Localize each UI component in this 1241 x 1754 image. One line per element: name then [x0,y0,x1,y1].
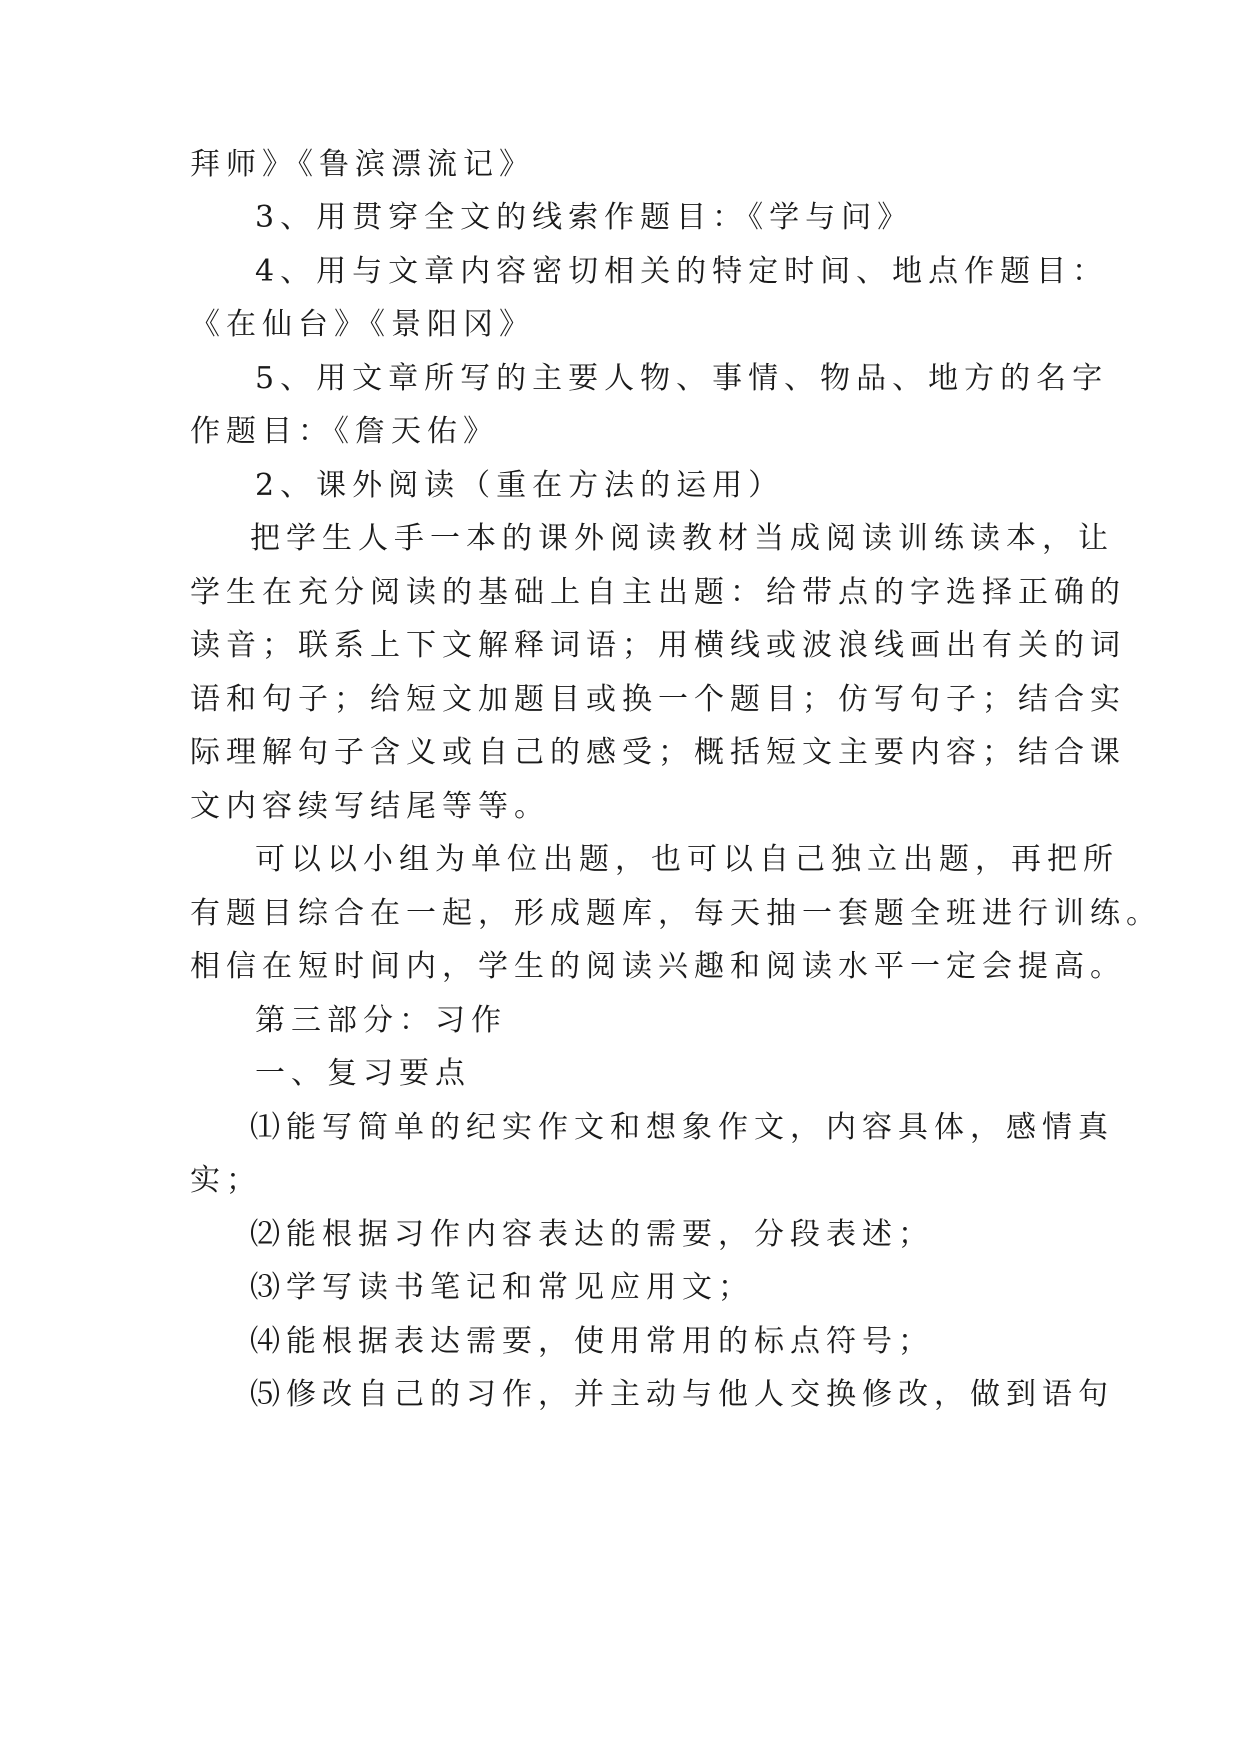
text-line: 把学生人手一本的课外阅读教材当成阅读训练读本，让 [250,521,1114,556]
text-line: ⑵能根据习作内容表达的需要，分段表述； [250,1217,934,1252]
text-line: 际理解句子含义或自己的感受；概括短文主要内容；结合课 [190,735,1126,770]
text-line: ⑸修改自己的习作，并主动与他人交换修改，做到语句 [250,1377,1114,1412]
text-line: 3、用贯穿全文的线索作题目：《学与问》 [255,200,914,235]
text-line: 可以以小组为单位出题，也可以自己独立出题，再把所 [255,842,1119,877]
text-line: 语和句子；给短文加题目或换一个题目；仿写句子；结合实 [190,682,1126,717]
text-line: 有题目综合在一起，形成题库，每天抽一套题全班进行训练。 [190,896,1162,931]
text-line: ⑶学写读书笔记和常见应用文； [250,1270,754,1305]
text-line: 《在仙台》《景阳冈》 [190,307,535,342]
text-line: 2、课外阅读（重在方法的运用） [255,468,785,503]
text-line: 实； [190,1163,262,1198]
text-line: 5、用文章所写的主要人物、事情、物品、地方的名字 [255,361,1109,396]
text-line: 文内容续写结尾等等。 [190,789,550,824]
text-line: 相信在短时间内，学生的阅读兴趣和阅读水平一定会提高。 [190,949,1126,984]
text-line: 4、用与文章内容密切相关的特定时间、地点作题目： [255,254,1109,289]
text-line: ⑴能写简单的纪实作文和想象作文，内容具体，感情真 [250,1110,1114,1145]
text-line: 作题目：《詹天佑》 [190,414,499,449]
text-line: 第三部分：习作 [255,1003,507,1038]
text-line: 拜师》《鲁滨漂流记》 [190,147,535,182]
text-line: ⑷能根据表达需要，使用常用的标点符号； [250,1324,934,1359]
text-line: 读音；联系上下文解释词语；用横线或波浪线画出有关的词 [190,628,1126,663]
text-line: 学生在充分阅读的基础上自主出题：给带点的字选择正确的 [190,575,1126,610]
text-line: 一、复习要点 [255,1056,471,1091]
